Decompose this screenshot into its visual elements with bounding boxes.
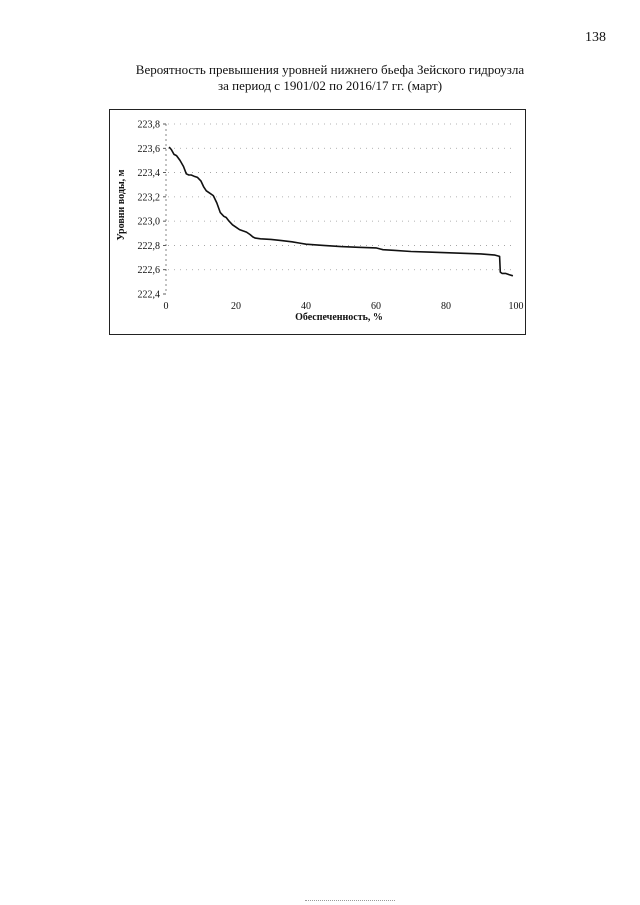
chart-plot	[110, 110, 525, 334]
series-layer	[169, 147, 513, 276]
x-tick-label: 40	[301, 301, 311, 312]
series-line	[169, 147, 513, 276]
page-bottom-rule	[305, 900, 395, 901]
y-tick-label: 223,8	[137, 119, 160, 131]
y-tick-label: 223,6	[137, 143, 160, 155]
y-tick-label: 223,2	[137, 192, 160, 204]
x-tick-label: 80	[441, 301, 451, 312]
y-tick-label: 222,4	[137, 289, 160, 301]
x-tick-label: 20	[231, 301, 241, 312]
y-tick-label: 223,0	[137, 216, 160, 228]
x-tick-label: 0	[163, 301, 169, 312]
x-tick-label: 60	[371, 301, 381, 312]
y-axis-label: Уровни воды, м	[116, 169, 127, 241]
x-tick-label: 100	[508, 301, 524, 312]
chart-title-line-2: за период с 1901/02 по 2016/17 гг. (март)	[217, 78, 443, 93]
y-tick-label: 222,8	[137, 240, 160, 252]
chart-frame	[109, 109, 526, 335]
y-tick-label: 222,6	[137, 265, 160, 277]
chart-title	[100, 62, 560, 94]
y-tick-label: 223,4	[137, 168, 160, 180]
page-number: 138	[585, 30, 606, 45]
chart-title-line-1: Вероятность превышения уровней нижнего бьефа Зейского гидроузла	[135, 62, 525, 77]
grid-layer	[168, 124, 516, 270]
x-axis-label: Обеспеченность, %	[295, 312, 383, 323]
